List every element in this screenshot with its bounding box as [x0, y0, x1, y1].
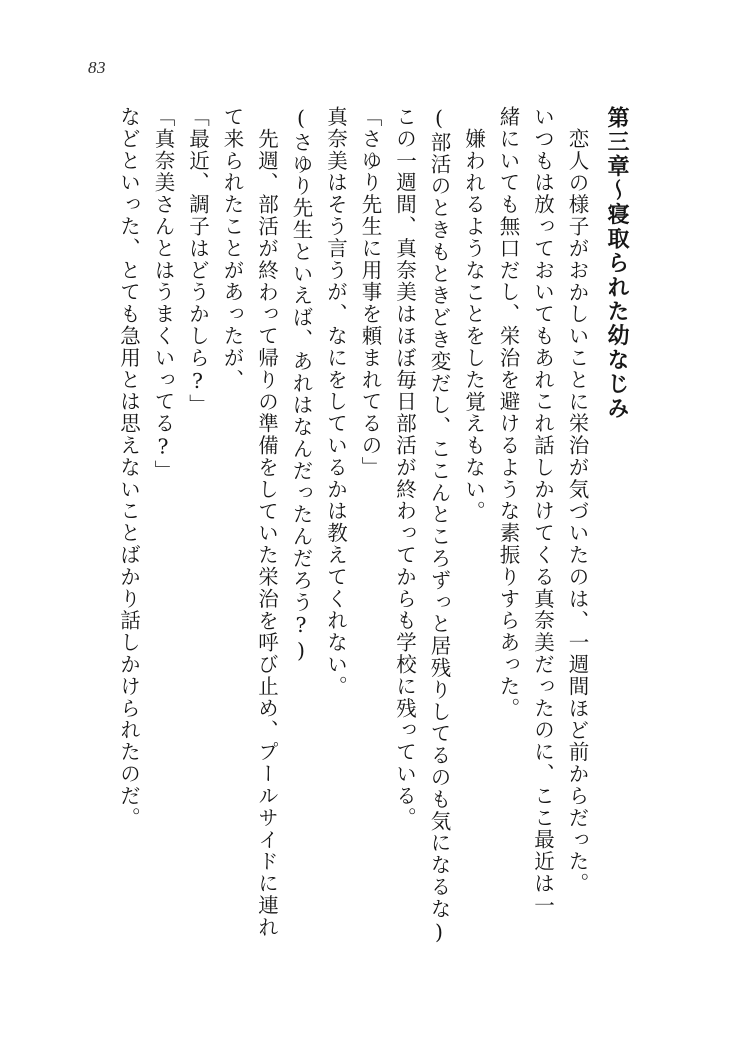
chapter-heading: 第三章～寝取られた幼なじみ — [604, 106, 630, 421]
body-line: 緒にいても無口だし、栄治を避けるような素振りすらあった。 — [496, 106, 520, 720]
page-number: 83 — [88, 58, 106, 77]
body-line: て来られたことがあったが、 — [220, 106, 244, 391]
body-line: 先週、部活が終わって帰りの準備をしていた栄治を呼び止め、プールサイドに連れ — [254, 128, 279, 939]
body-line: などといった、とても急用とは思えないことばかり話しかけられたのだ。 — [116, 106, 141, 829]
body-line: (部活のときもときどき変だし、ここんところずっと居残りしてるのも気になるな) — [427, 106, 451, 946]
body-line: 恋人の様子がおかしいことに栄治が気づいたのは、一週間ほど前からだった。 — [565, 128, 589, 895]
body-line: いつもは放っておいてもあれこれ話しかけてくる真奈美だったのに、ここ最近は一 — [530, 106, 555, 917]
body-line: この一週間、真奈美はほぼ毎日部活が終わってからも学校に残っている。 — [392, 106, 417, 829]
body-line: 「最近、調子はどうかしら?」 — [185, 106, 210, 417]
body-line: 「さゆり先生に用事を頼まれてるの」 — [358, 106, 382, 479]
body-line: 真奈美はそう言うが、なにをしているかは教えてくれない。 — [323, 106, 348, 698]
body-line: 「真奈美さんとはうまくいってる?」 — [151, 106, 175, 482]
vertical-text-body — [60, 106, 640, 983]
body-line: 嫌われるようなことをした覚えもない。 — [461, 128, 486, 523]
body-line: (さゆり先生といえば、あれはなんだったんだろう?) — [289, 106, 313, 664]
